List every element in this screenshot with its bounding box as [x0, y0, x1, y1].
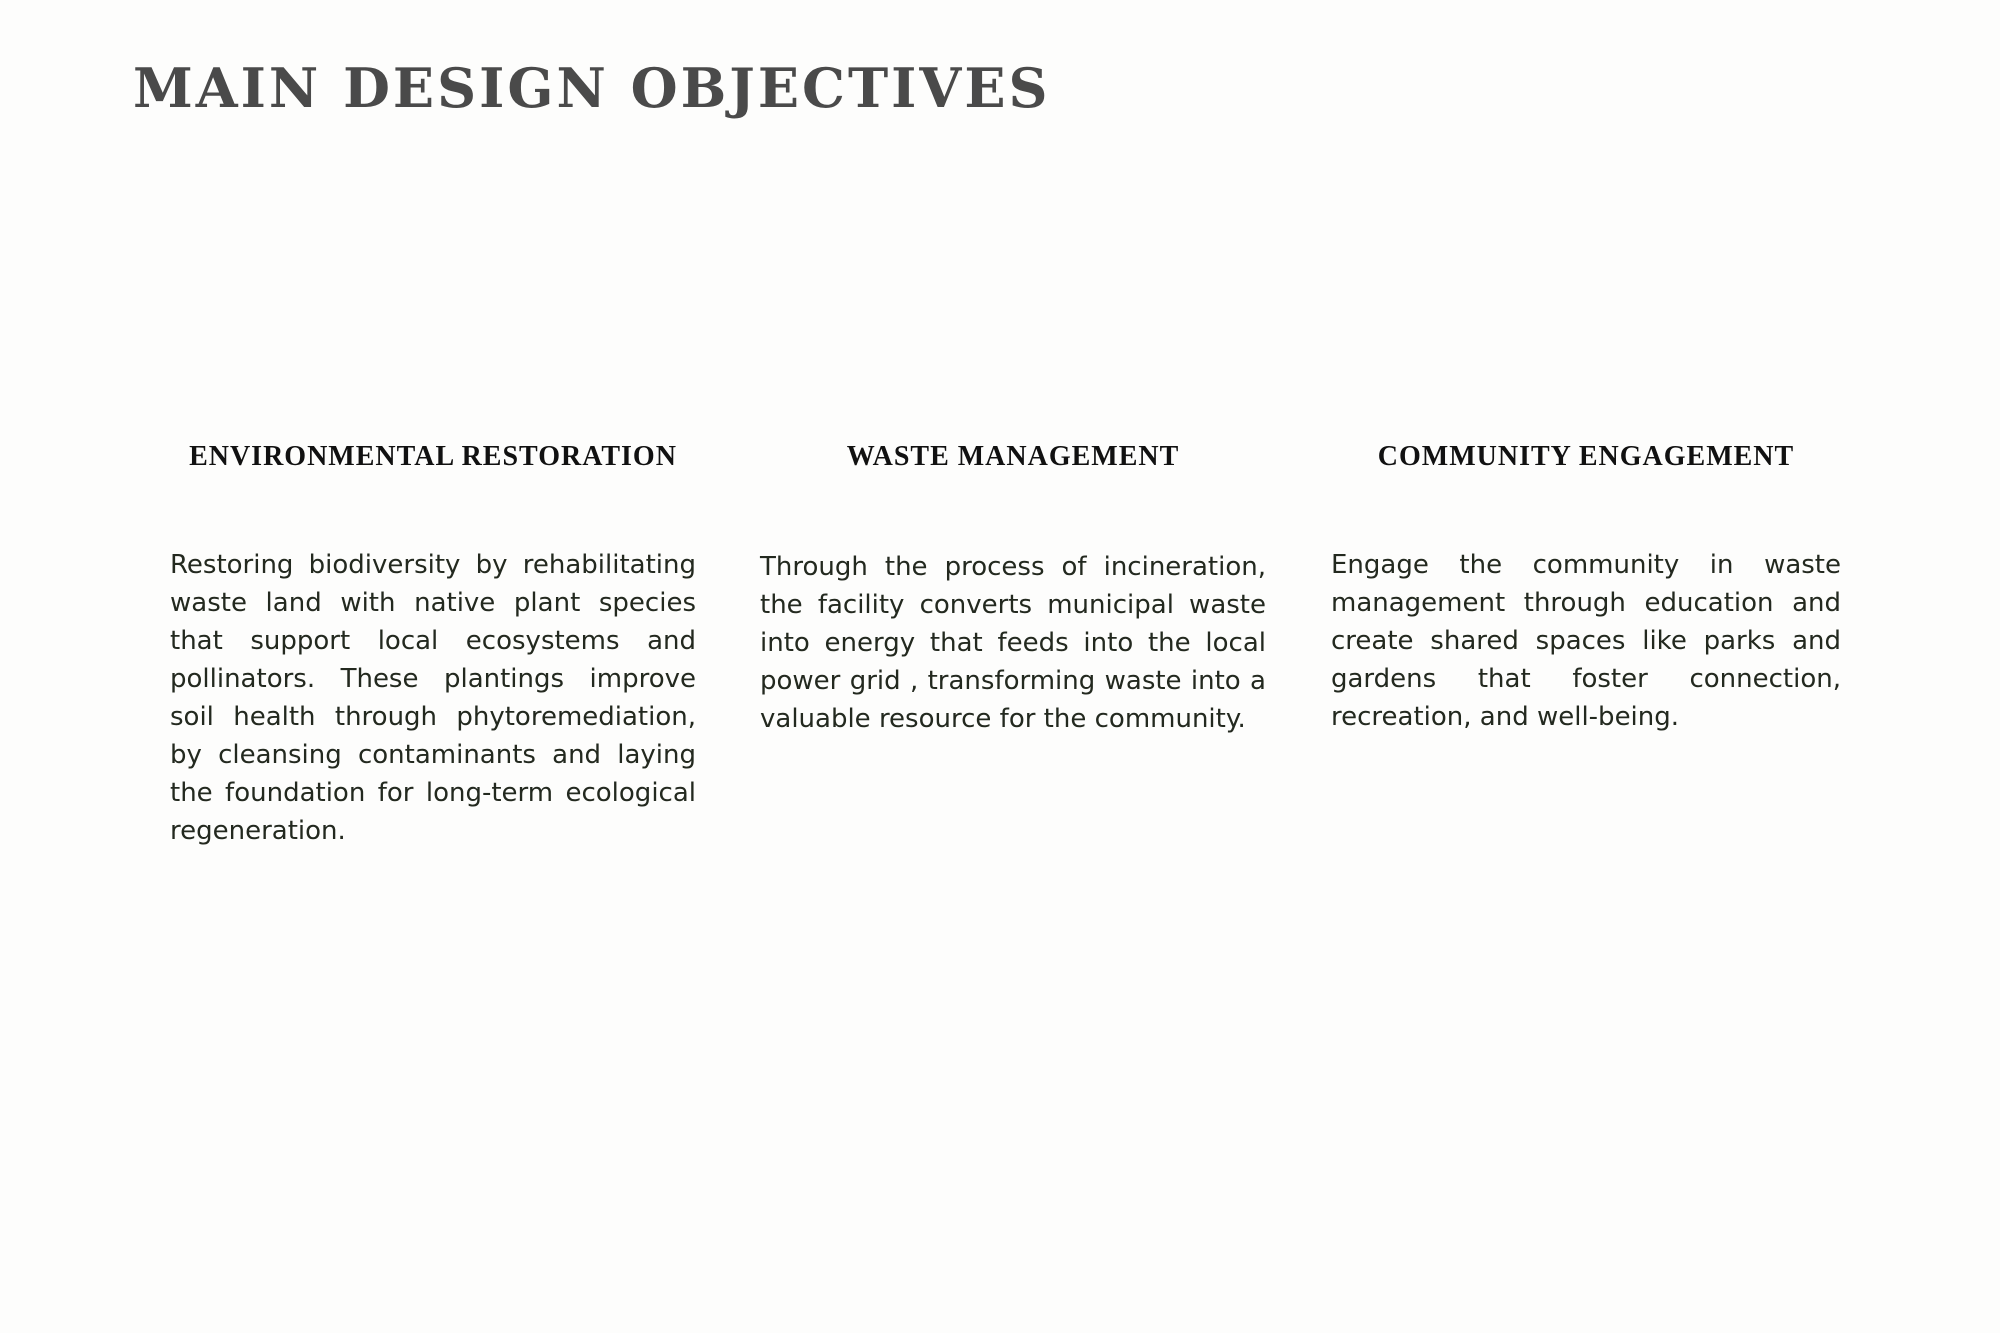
- objective-description: Engage the community in waste management through education and create shared spaces like parks and gardens that foster connection, recreation, and well-being.: [1331, 549, 1841, 732]
- objective-waste-management: [760, 440, 1266, 764]
- objective-heading: COMMUNITY ENGAGEMENT: [1377, 441, 1795, 472]
- objective-heading: WASTE MANAGEMENT: [846, 441, 1180, 472]
- objective-description: Through the process of incineration, the facility converts municipal waste into energy that feeds into the local power grid , transforming waste into a valuable resource for the community.: [760, 551, 1266, 734]
- page-title: MAIN DESIGN OBJECTIVES: [133, 56, 1051, 120]
- objective-community-engagement: [1331, 440, 1841, 762]
- objective-environmental-restoration: [170, 440, 696, 876]
- objective-heading: ENVIRONMENTAL RESTORATION: [189, 441, 677, 472]
- objective-description: Restoring biodiversity by rehabilitating waste land with native plant species that support local ecosystems and pollinators. These plantings improve soil health through phytoremediation, by cleansing contaminants and laying the foundation for long-term ecological regeneration.: [170, 549, 696, 846]
